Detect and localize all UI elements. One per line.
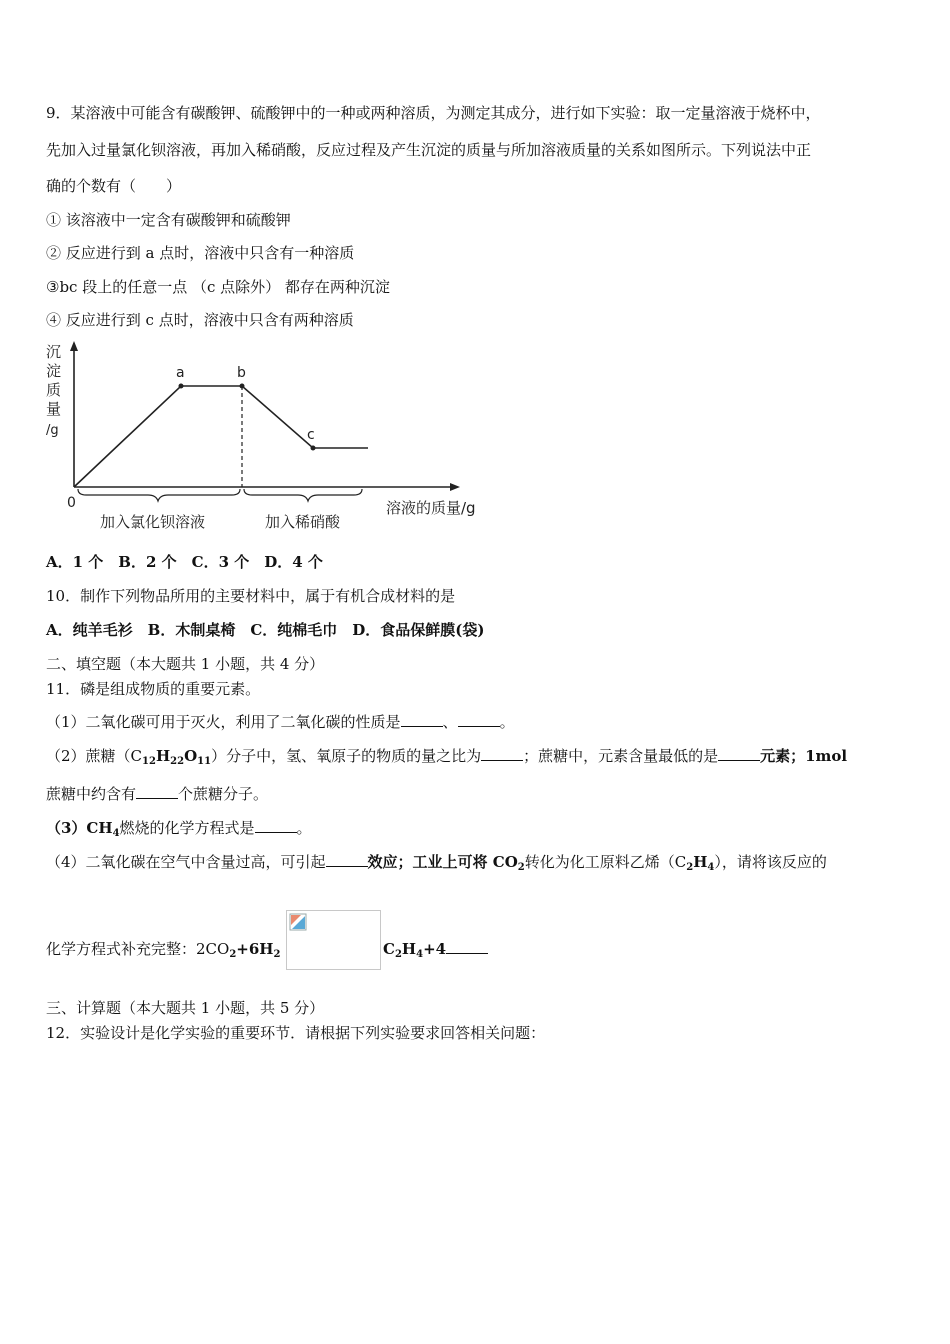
equation-text: C [383, 940, 395, 958]
q11-part4 [46, 852, 827, 872]
q11-part4-text: 效应；工业上可将 CO [367, 853, 518, 871]
q11-part1-text: （1）二氧化碳可用于灭火，利用了二氧化碳的性质是 [46, 713, 401, 731]
subscript: 4 [416, 949, 424, 960]
q9-statement-2: ② 反应进行到 a 点时，溶液中只含有一种溶质 [46, 244, 355, 262]
q11-part3-text: （3）CH [46, 819, 113, 837]
q9-options: A．1 个 B．2 个 C．3 个 D．4 个 [46, 553, 323, 571]
q11-part2-text: ）分子中，氢、氧原子的物质的量之比为 [211, 747, 482, 765]
subscript: 11 [197, 756, 212, 767]
equation-text: +4 [423, 940, 447, 958]
q9-stem-line2: 先加入过量氯化钡溶液，再加入稀硝酸，反应过程及产生沉淀的质量与所加溶液质量的关系如图所示。下列说法中正 [46, 141, 812, 159]
section-2-heading: 二、填空题（本大题共 1 小题，共 4 分） [46, 655, 325, 673]
y-axis-arrow [70, 341, 78, 351]
x-axis-label: 溶液的质量/g [386, 499, 476, 517]
point-c-marker [311, 446, 316, 451]
q11-part2-line2 [46, 784, 268, 804]
formula-text: H [155, 747, 171, 765]
subscript: 22 [170, 756, 185, 767]
equation-text: 化学方程式补充完整：2CO [46, 940, 230, 958]
q11-part1-end: 。 [499, 713, 515, 731]
q11-equation-right [383, 939, 488, 959]
q11-part4-text: 转化为化工原料乙烯（C [524, 853, 687, 871]
y-axis-label-char-1: 沉 [46, 343, 62, 361]
q9-stem-line1: 9．某溶液中可能含有碳酸钾、硫酸钾中的一种或两种溶质，为测定其成分，进行如下实验：取一定量溶液于烧杯中， [46, 104, 821, 122]
subscript: 4 [112, 828, 120, 839]
precipitate-mass-graph [40, 335, 490, 535]
q10-options: A．纯羊毛衫 B．木制桌椅 C．纯棉毛巾 D．食品保鲜膜(袋) [46, 621, 485, 639]
q12-stem: 12．实验设计是化学实验的重要环节．请根据下列实验要求回答相关问题： [46, 1024, 546, 1042]
broken-image-placeholder [286, 910, 381, 970]
point-a-marker [179, 384, 184, 389]
q11-part1 [46, 712, 515, 732]
equation-text: +6H [236, 940, 274, 958]
brace-nitric-acid [244, 489, 362, 501]
q11-part2-text: 蔗糖中约含有 [46, 785, 137, 803]
q9-statement-4: ④ 反应进行到 c 点时，溶液中只含有两种溶质 [46, 311, 354, 329]
point-b-label: b [237, 365, 246, 381]
y-axis-label-char-2: 淀 [46, 362, 62, 380]
q11-part3-text: 。 [296, 819, 312, 837]
q11-part2-text: 元素；1mol [760, 747, 848, 765]
brace-barium-chloride-label: 加入氯化钡溶液 [100, 513, 206, 531]
answer-blank [458, 712, 500, 727]
q10-stem: 10．制作下列物品所用的主要材料中，属于有机合成材料的是 [46, 587, 456, 605]
q9-statement-3: ③bc 段上的任意一点 （c 点除外） 都存在两种沉淀 [46, 278, 390, 296]
origin-label: 0 [67, 495, 76, 511]
y-axis-label-char-3: 质 [46, 381, 62, 399]
q11-part3-text: 燃烧的化学方程式是 [119, 819, 255, 837]
equation-text: H [401, 940, 417, 958]
point-c-label: c [307, 427, 315, 443]
x-axis-arrow [450, 483, 460, 491]
precipitate-curve [74, 386, 368, 487]
subscript: 2 [229, 949, 237, 960]
broken-image-icon [289, 913, 307, 931]
y-axis-label-char-5: /g [46, 423, 59, 438]
section-3-heading: 三、计算题（本大题共 1 小题，共 5 分） [46, 999, 325, 1017]
q11-part2-text: （2）蔗糖（C [46, 747, 143, 765]
subscript: 2 [517, 862, 525, 873]
q11-part2-text: ；蔗糖中，元素含量最低的是 [523, 747, 719, 765]
subscript: 2 [686, 862, 694, 873]
q11-stem: 11．磷是组成物质的重要元素。 [46, 680, 261, 698]
point-b-marker [240, 384, 245, 389]
q11-part4-text: （4）二氧化碳在空气中含量过高，可引起 [46, 853, 326, 871]
brace-barium-chloride [78, 489, 240, 501]
answer-blank [326, 852, 368, 867]
subscript: 2 [273, 949, 281, 960]
q11-part2-line1 [46, 746, 847, 766]
answer-blank [136, 784, 178, 799]
subscript: 4 [707, 862, 715, 873]
q11-equation-left [46, 939, 280, 959]
q11-part4-text: ），请将该反应的 [714, 853, 827, 871]
q11-part2-text: 个蔗糖分子。 [178, 785, 269, 803]
formula-text: H [693, 853, 708, 871]
answer-blank [255, 818, 297, 833]
answer-blank [446, 939, 488, 954]
brace-nitric-acid-label: 加入稀硝酸 [265, 513, 341, 531]
point-a-label: a [176, 365, 185, 381]
formula-text: O [184, 747, 198, 765]
q11-part3 [46, 818, 312, 838]
y-axis-label-char-4: 量 [46, 400, 62, 418]
answer-blank [481, 746, 523, 761]
answer-blank [401, 712, 443, 727]
q9-statement-1: ① 该溶液中一定含有碳酸钾和硫酸钾 [46, 211, 291, 229]
subscript: 2 [394, 949, 402, 960]
q9-stem-line3: 确的个数有（ ） [46, 177, 182, 195]
answer-blank [718, 746, 760, 761]
q11-part1-sep: 、 [442, 713, 458, 731]
subscript: 12 [142, 756, 156, 767]
